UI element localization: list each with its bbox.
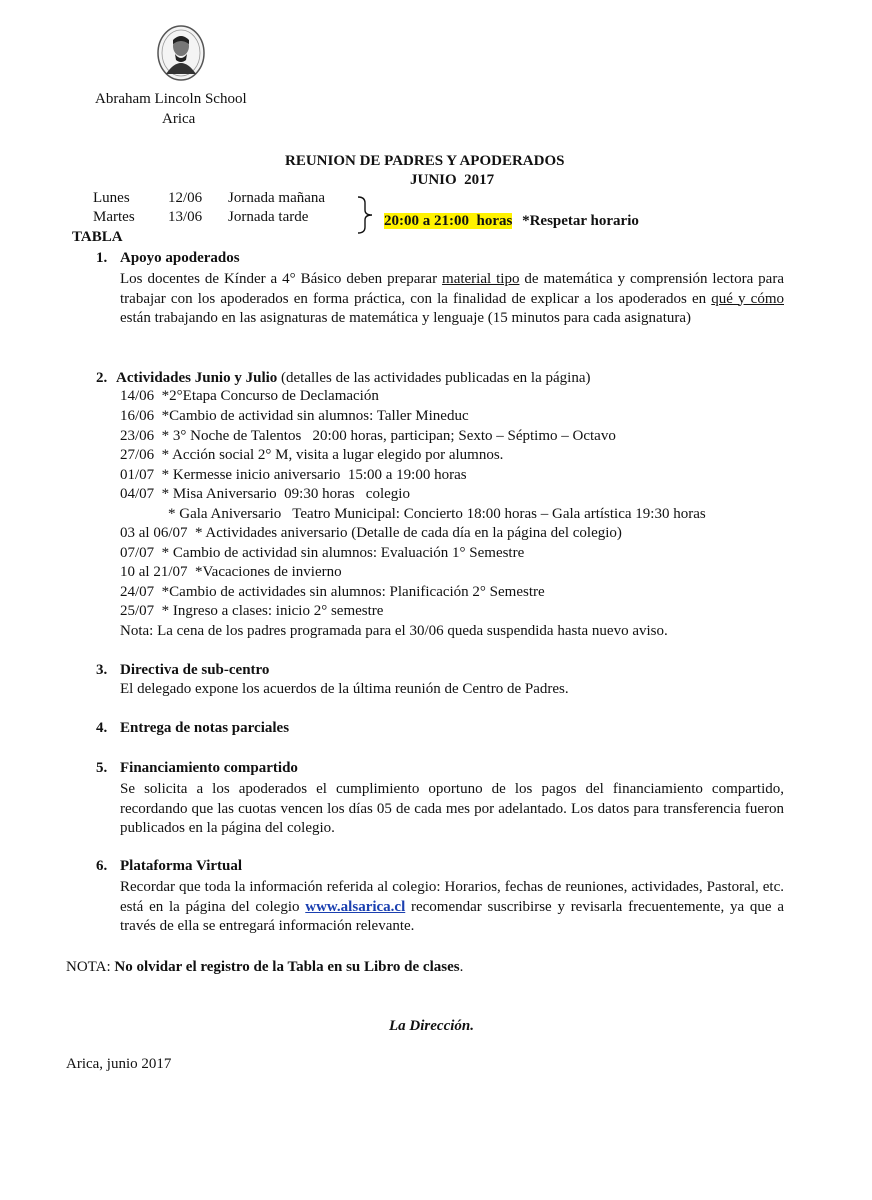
place-date: Arica, junio 2017	[66, 1056, 172, 1072]
final-note-end: .	[459, 959, 464, 975]
list-item: 01/07 * Kermesse inicio aniversario 15:00 a 19:00 horas	[120, 467, 467, 483]
schedule-day: Lunes	[93, 190, 130, 206]
item-3-text: El delegado expone los acuerdos de la última reunión de Centro de Padres.	[120, 681, 569, 697]
schedule-shift: Jornada mañana	[228, 190, 326, 206]
item-4-title: Entrega de notas parciales	[120, 720, 290, 736]
school-city: Arica	[162, 111, 196, 127]
list-item: 23/06 * 3° Noche de Talentos 20:00 horas, participan; Sexto – Séptimo – Octavo	[120, 428, 616, 444]
meeting-time	[384, 212, 639, 231]
item-2-number: 2.	[96, 370, 108, 386]
document-title: REUNION DE PADRES Y APODERADOS	[285, 153, 565, 169]
text-segment: de matemática y comprensión lectora para trabajar con los apoderados en forma práctica, con la finalidad de explicar a los apoderados en	[120, 271, 784, 307]
meeting-time-highlight: 20:00 a 21:00 horas	[384, 213, 513, 229]
website-link[interactable]: www.alsarica.cl	[305, 898, 406, 915]
text-segment: Los docentes de Kínder a 4° Básico deben preparar	[120, 271, 443, 287]
schedule-day: Martes	[93, 209, 135, 225]
brace-icon	[356, 195, 378, 235]
list-item: * Gala Aniversario Teatro Municipal: Concierto 18:00 horas – Gala artística 19:30 horas	[168, 506, 706, 522]
item-5-title: Financiamiento compartido	[120, 760, 298, 776]
schedule-date: 13/06	[168, 209, 203, 225]
item-6-text	[120, 878, 784, 937]
item-2-subtitle: (detalles de las actividades publicadas en la página)	[277, 370, 591, 386]
text-segment: están trabajando en las asignaturas de matemática y lenguaje (15 minutos para cada asignatura)	[120, 310, 692, 327]
schedule-shift: Jornada tarde	[228, 209, 309, 225]
tabla-label: TABLA	[72, 229, 123, 245]
list-item: 04/07 * Misa Aniversario 09:30 horas colegio	[120, 486, 410, 502]
underlined-text: material tipo	[442, 271, 520, 287]
list-item: 25/07 * Ingreso a clases: inicio 2° semestre	[120, 603, 384, 619]
item-6-title: Plataforma Virtual	[120, 858, 243, 874]
item-4-number: 4.	[96, 720, 108, 736]
list-item: 16/06 *Cambio de actividad sin alumnos: Taller Mineduc	[120, 408, 469, 424]
school-logo-icon	[156, 24, 206, 82]
item-5-text: Se solicita a los apoderados el cumplimiento oportuno de los pagos del financiamiento compartido, recordando que las cuotas vencen los días 05 de cada mes por adelantado. Los datos para transferencia fueron publicados en la página del colegio.	[120, 781, 784, 837]
item-1-number: 1.	[96, 250, 108, 266]
list-item: 14/06 *2°Etapa Concurso de Declamación	[120, 388, 379, 404]
item-2-title: Actividades Junio y Julio	[116, 370, 278, 386]
list-item: 27/06 * Acción social 2° M, visita a lugar elegido por alumnos.	[120, 447, 504, 463]
item-2-header	[96, 369, 591, 388]
meeting-time-note: *Respetar horario	[522, 213, 639, 229]
item-6-number: 6.	[96, 858, 108, 874]
item-1-title: Apoyo apoderados	[120, 250, 240, 266]
signature: La Dirección.	[389, 1018, 474, 1034]
schedule-date: 12/06	[168, 190, 203, 206]
list-item: 24/07 *Cambio de actividades sin alumnos: Planificación 2° Semestre	[120, 584, 545, 600]
item-3-title: Directiva de sub-centro	[120, 662, 270, 678]
item-5-number: 5.	[96, 760, 108, 776]
final-note-text: No olvidar el registro de la Tabla en su Libro de clases	[114, 959, 460, 975]
text-segment: recomendar suscribirse y revisarla frecuentemente, ya que a través de ella se entregará información relevante.	[120, 898, 784, 935]
text-segment: Recordar que toda la información referida al colegio: Horarios, fechas de reuniones, actividades, Pastoral, etc. está en la página del colegio	[120, 879, 784, 915]
list-item: 10 al 21/07 *Vacaciones de invierno	[120, 564, 342, 580]
final-note-label: NOTA:	[66, 959, 115, 975]
item-3-number: 3.	[96, 662, 108, 678]
final-note	[66, 958, 463, 977]
list-item: 03 al 06/07 * Actividades aniversario (Detalle de cada día en la página del colegio)	[120, 525, 622, 541]
item-1-text	[120, 270, 784, 329]
school-name: Abraham Lincoln School	[95, 91, 247, 107]
activities-note: Nota: La cena de los padres programada para el 30/06 queda suspendida hasta nuevo aviso.	[120, 623, 668, 639]
document-month: JUNIO 2017	[410, 172, 495, 188]
list-item: 07/07 * Cambio de actividad sin alumnos: Evaluación 1° Semestre	[120, 545, 525, 561]
underlined-text: qué y cómo	[711, 290, 784, 307]
